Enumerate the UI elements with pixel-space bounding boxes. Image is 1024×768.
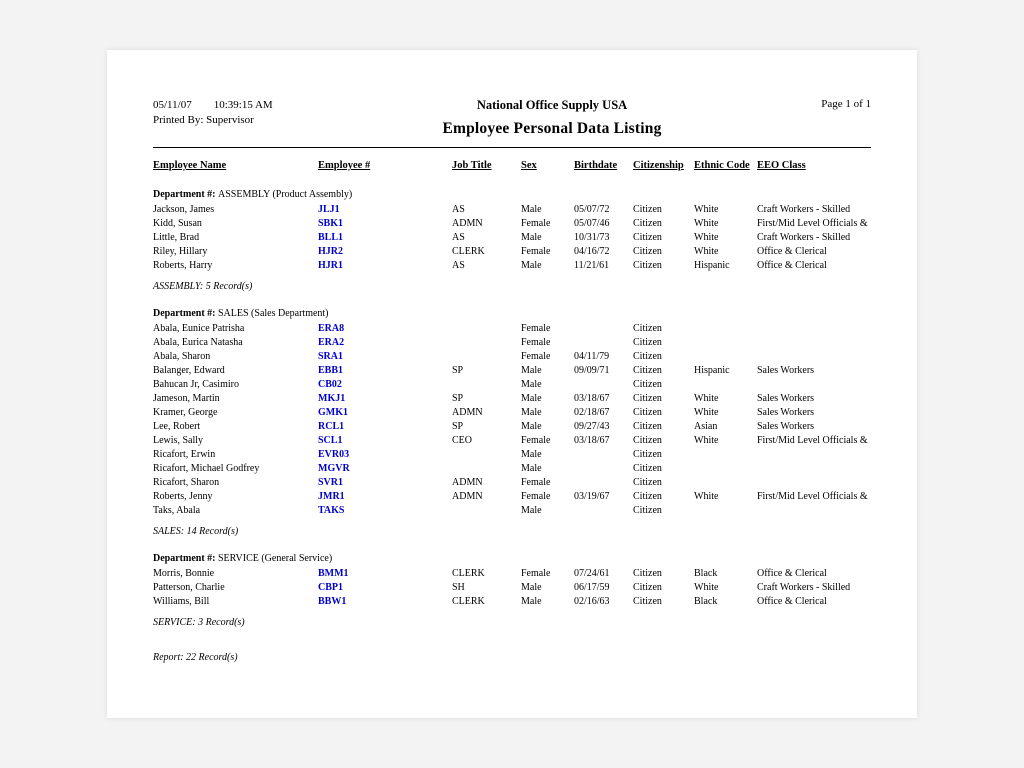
column-header bbox=[521, 159, 574, 173]
table-row bbox=[153, 364, 871, 378]
department-footer: SERVICE: 3 Record(s) bbox=[153, 617, 245, 628]
employee-number-link[interactable]: RCL1 bbox=[318, 421, 345, 432]
employee-number-link[interactable]: SVR1 bbox=[318, 477, 344, 488]
cell-ethnic-code bbox=[694, 462, 757, 476]
employee-number-link[interactable]: BLL1 bbox=[318, 232, 344, 243]
cell-birthdate bbox=[574, 504, 633, 518]
cell-ethnic-code: White bbox=[694, 246, 719, 257]
date-time-line bbox=[153, 98, 353, 113]
table-row bbox=[153, 406, 871, 420]
cell-birthdate: 11/21/61 bbox=[574, 260, 610, 271]
cell-citizenship: Citizen bbox=[633, 463, 662, 474]
cell-sex: Male bbox=[521, 204, 542, 215]
table-row bbox=[153, 336, 871, 350]
cell-ethnic-code: Asian bbox=[694, 421, 718, 432]
employee-number-link[interactable]: MKJ1 bbox=[318, 393, 346, 404]
cell-birthdate: 03/18/67 bbox=[574, 435, 610, 446]
cell-sex: Female bbox=[521, 337, 551, 348]
column-header bbox=[318, 159, 452, 173]
cell-eeo-class: Craft Workers - Skilled bbox=[757, 232, 851, 243]
cell-citizenship: Citizen bbox=[633, 491, 662, 502]
cell-birthdate: 02/18/67 bbox=[574, 407, 610, 418]
column-header-label: Job Title bbox=[452, 160, 492, 171]
employee-number-link[interactable]: MGVR bbox=[318, 463, 350, 474]
cell-sex: Male bbox=[521, 232, 542, 243]
cell-eeo-class: Sales Workers bbox=[757, 421, 815, 432]
cell-birthdate bbox=[574, 448, 633, 462]
report-date: 05/11/07 bbox=[153, 99, 192, 111]
cell-job-title: SP bbox=[452, 393, 464, 404]
cell-eeo-class bbox=[757, 504, 871, 518]
cell-eeo-class: First/Mid Level Officials & bbox=[757, 218, 868, 229]
cell-eeo-class bbox=[757, 322, 871, 336]
cell-eeo-class bbox=[757, 476, 871, 490]
column-header-label: Sex bbox=[521, 160, 537, 171]
cell-job-title: CLERK bbox=[452, 246, 485, 257]
table-row bbox=[153, 434, 871, 448]
cell-name: Riley, Hillary bbox=[153, 246, 208, 257]
employee-number-link[interactable]: EBB1 bbox=[318, 365, 344, 376]
report-title: Employee Personal Data Listing bbox=[442, 120, 662, 137]
employee-number-link[interactable]: SRA1 bbox=[318, 351, 344, 362]
employee-number-link[interactable]: HJR2 bbox=[318, 246, 343, 257]
cell-job-title: ADMN bbox=[452, 218, 483, 229]
cell-sex: Male bbox=[521, 393, 542, 404]
header-left bbox=[153, 98, 353, 128]
cell-sex: Male bbox=[521, 449, 542, 460]
cell-birthdate bbox=[574, 322, 633, 336]
cell-ethnic-code: White bbox=[694, 435, 719, 446]
column-header-label: Employee Name bbox=[153, 160, 227, 171]
cell-citizenship: Citizen bbox=[633, 477, 662, 488]
cell-eeo-class bbox=[757, 350, 871, 364]
employee-number-link[interactable]: HJR1 bbox=[318, 260, 343, 271]
cell-ethnic-code bbox=[694, 476, 757, 490]
cell-birthdate: 04/16/72 bbox=[574, 246, 610, 257]
cell-birthdate: 03/19/67 bbox=[574, 491, 610, 502]
cell-name: Taks, Abala bbox=[153, 505, 201, 516]
employee-number-link[interactable]: JLJ1 bbox=[318, 204, 340, 215]
cell-name: Abala, Eurica Natasha bbox=[153, 337, 243, 348]
employee-number-link[interactable]: GMK1 bbox=[318, 407, 348, 418]
column-header-label: Ethnic Code bbox=[694, 160, 750, 171]
cell-ethnic-code bbox=[694, 350, 757, 364]
cell-eeo-class bbox=[757, 378, 871, 392]
cell-citizenship: Citizen bbox=[633, 449, 662, 460]
cell-ethnic-code bbox=[694, 322, 757, 336]
cell-citizenship: Citizen bbox=[633, 323, 662, 334]
department-header bbox=[153, 552, 871, 565]
cell-eeo-class: Craft Workers - Skilled bbox=[757, 204, 851, 215]
cell-birthdate: 04/11/79 bbox=[574, 351, 610, 362]
cell-sex: Male bbox=[521, 505, 542, 516]
cell-job-title: AS bbox=[452, 204, 465, 215]
cell-ethnic-code: Black bbox=[694, 568, 718, 579]
cell-job-title bbox=[452, 504, 521, 518]
column-header bbox=[757, 159, 871, 173]
cell-sex: Female bbox=[521, 568, 551, 579]
employee-number-link[interactable]: CB02 bbox=[318, 379, 342, 390]
cell-name: Ricafort, Sharon bbox=[153, 477, 220, 488]
cell-birthdate bbox=[574, 378, 633, 392]
cell-eeo-class: First/Mid Level Officials & bbox=[757, 435, 868, 446]
cell-job-title bbox=[452, 448, 521, 462]
cell-name: Balanger, Edward bbox=[153, 365, 225, 376]
cell-eeo-class bbox=[757, 462, 871, 476]
cell-birthdate: 05/07/72 bbox=[574, 204, 610, 215]
cell-job-title: CLERK bbox=[452, 568, 485, 579]
department-name: SERVICE (General Service) bbox=[217, 553, 333, 564]
cell-name: Jackson, James bbox=[153, 204, 215, 215]
cell-sex: Male bbox=[521, 379, 542, 390]
column-header bbox=[153, 159, 318, 173]
employee-number-link[interactable]: ERA8 bbox=[318, 323, 345, 334]
table-row bbox=[153, 567, 871, 581]
table-row bbox=[153, 322, 871, 336]
cell-job-title: SP bbox=[452, 365, 464, 376]
cell-name: Lee, Robert bbox=[153, 421, 201, 432]
cell-job-title bbox=[452, 462, 521, 476]
cell-birthdate bbox=[574, 476, 633, 490]
cell-name: Ricafort, Michael Godfrey bbox=[153, 463, 260, 474]
report-body bbox=[153, 188, 871, 628]
cell-citizenship: Citizen bbox=[633, 505, 662, 516]
cell-eeo-class: Office & Clerical bbox=[757, 260, 827, 271]
cell-name: Roberts, Harry bbox=[153, 260, 213, 271]
cell-birthdate: 02/16/63 bbox=[574, 596, 610, 607]
cell-sex: Female bbox=[521, 491, 551, 502]
cell-name: Abala, Sharon bbox=[153, 351, 211, 362]
cell-ethnic-code: Hispanic bbox=[694, 260, 730, 271]
cell-name: Roberts, Jenny bbox=[153, 491, 213, 502]
cell-job-title bbox=[452, 350, 521, 364]
employee-number-link[interactable]: ERA2 bbox=[318, 337, 345, 348]
cell-sex: Male bbox=[521, 463, 542, 474]
cell-sex: Female bbox=[521, 351, 551, 362]
cell-eeo-class: Office & Clerical bbox=[757, 246, 827, 257]
department-label: Department #: bbox=[153, 308, 216, 319]
table-row bbox=[153, 581, 871, 595]
table-row bbox=[153, 392, 871, 406]
cell-citizenship: Citizen bbox=[633, 568, 662, 579]
cell-birthdate: 06/17/59 bbox=[574, 582, 610, 593]
cell-job-title: AS bbox=[452, 260, 465, 271]
cell-name: Kramer, George bbox=[153, 407, 218, 418]
cell-name: Patterson, Charlie bbox=[153, 582, 225, 593]
employee-number-link[interactable]: JMR1 bbox=[318, 491, 345, 502]
table-row bbox=[153, 231, 871, 245]
cell-ethnic-code: White bbox=[694, 393, 719, 404]
cell-citizenship: Citizen bbox=[633, 582, 662, 593]
table-row bbox=[153, 378, 871, 392]
cell-sex: Male bbox=[521, 365, 542, 376]
cell-sex: Male bbox=[521, 582, 542, 593]
column-header-label: Citizenship bbox=[633, 160, 684, 171]
cell-birthdate bbox=[574, 462, 633, 476]
department-name: ASSEMBLY (Product Assembly) bbox=[217, 189, 353, 200]
cell-citizenship: Citizen bbox=[633, 596, 662, 607]
table-row bbox=[153, 595, 871, 609]
column-header bbox=[452, 159, 521, 173]
cell-eeo-class: Craft Workers - Skilled bbox=[757, 582, 851, 593]
department-name: SALES (Sales Department) bbox=[217, 308, 329, 319]
table-row bbox=[153, 476, 871, 490]
cell-birthdate: 09/09/71 bbox=[574, 365, 610, 376]
cell-job-title: SP bbox=[452, 421, 464, 432]
cell-ethnic-code: White bbox=[694, 491, 719, 502]
cell-citizenship: Citizen bbox=[633, 218, 662, 229]
cell-sex: Male bbox=[521, 260, 542, 271]
cell-citizenship: Citizen bbox=[633, 351, 662, 362]
cell-citizenship: Citizen bbox=[633, 393, 662, 404]
report-page bbox=[107, 50, 917, 718]
cell-sex: Female bbox=[521, 218, 551, 229]
cell-job-title bbox=[452, 336, 521, 350]
report-total-footer: Report: 22 Record(s) bbox=[153, 652, 238, 663]
table-row bbox=[153, 259, 871, 273]
cell-citizenship: Citizen bbox=[633, 232, 662, 243]
employee-number-link[interactable]: EVR03 bbox=[318, 449, 350, 460]
employee-number-link[interactable]: SBK1 bbox=[318, 218, 344, 229]
table-row bbox=[153, 490, 871, 504]
cell-job-title: SH bbox=[452, 582, 465, 593]
cell-eeo-class bbox=[757, 336, 871, 350]
cell-job-title bbox=[452, 322, 521, 336]
cell-ethnic-code: White bbox=[694, 218, 719, 229]
cell-sex: Female bbox=[521, 323, 551, 334]
cell-citizenship: Citizen bbox=[633, 246, 662, 257]
cell-eeo-class: Office & Clerical bbox=[757, 568, 827, 579]
cell-name: Williams, Bill bbox=[153, 596, 210, 607]
column-header bbox=[694, 159, 757, 173]
employee-number-link[interactable]: CBP1 bbox=[318, 582, 343, 593]
cell-citizenship: Citizen bbox=[633, 421, 662, 432]
table-row bbox=[153, 203, 871, 217]
cell-sex: Female bbox=[521, 246, 551, 257]
cell-ethnic-code: Hispanic bbox=[694, 365, 730, 376]
cell-name: Kidd, Susan bbox=[153, 218, 202, 229]
table-row bbox=[153, 504, 871, 518]
department-footer: ASSEMBLY: 5 Record(s) bbox=[153, 281, 253, 292]
cell-eeo-class: Sales Workers bbox=[757, 365, 815, 376]
column-header-label: EEO Class bbox=[757, 160, 806, 171]
cell-citizenship: Citizen bbox=[633, 407, 662, 418]
cell-eeo-class: First/Mid Level Officials & bbox=[757, 491, 868, 502]
cell-name: Morris, Bonnie bbox=[153, 568, 215, 579]
cell-birthdate: 07/24/61 bbox=[574, 568, 610, 579]
employee-number-link[interactable]: SCL1 bbox=[318, 435, 343, 446]
cell-ethnic-code: White bbox=[694, 407, 719, 418]
department-header bbox=[153, 307, 871, 320]
report-header bbox=[153, 98, 871, 138]
cell-eeo-class: Sales Workers bbox=[757, 407, 815, 418]
department-header bbox=[153, 188, 871, 201]
cell-sex: Male bbox=[521, 596, 542, 607]
cell-ethnic-code: White bbox=[694, 204, 719, 215]
cell-citizenship: Citizen bbox=[633, 260, 662, 271]
cell-birthdate: 09/27/43 bbox=[574, 421, 610, 432]
cell-birthdate: 10/31/73 bbox=[574, 232, 610, 243]
cell-name: Ricafort, Erwin bbox=[153, 449, 216, 460]
column-header bbox=[633, 159, 694, 173]
cell-ethnic-code bbox=[694, 504, 757, 518]
column-headers bbox=[153, 159, 871, 173]
department-section bbox=[153, 188, 871, 292]
department-label: Department #: bbox=[153, 553, 216, 564]
cell-ethnic-code: Black bbox=[694, 596, 718, 607]
department-footer: SALES: 14 Record(s) bbox=[153, 526, 239, 537]
cell-eeo-class: Office & Clerical bbox=[757, 596, 827, 607]
cell-job-title bbox=[452, 378, 521, 392]
cell-job-title: ADMN bbox=[452, 477, 483, 488]
employee-number-link[interactable]: TAKS bbox=[318, 505, 345, 516]
cell-sex: Female bbox=[521, 477, 551, 488]
table-row bbox=[153, 217, 871, 231]
employee-number-link[interactable]: BBW1 bbox=[318, 596, 347, 607]
cell-citizenship: Citizen bbox=[633, 337, 662, 348]
page-number: Page 1 of 1 bbox=[821, 98, 871, 110]
report-time: 10:39:15 AM bbox=[213, 99, 273, 111]
cell-citizenship: Citizen bbox=[633, 435, 662, 446]
cell-sex: Male bbox=[521, 421, 542, 432]
cell-sex: Male bbox=[521, 407, 542, 418]
column-header bbox=[574, 159, 633, 173]
cell-citizenship: Citizen bbox=[633, 204, 662, 215]
cell-job-title: CEO bbox=[452, 435, 472, 446]
header-center bbox=[353, 98, 751, 138]
cell-eeo-class: Sales Workers bbox=[757, 393, 815, 404]
department-label: Department #: bbox=[153, 189, 216, 200]
cell-name: Little, Brad bbox=[153, 232, 200, 243]
cell-birthdate: 05/07/46 bbox=[574, 218, 610, 229]
cell-sex: Female bbox=[521, 435, 551, 446]
column-header-label: Employee # bbox=[318, 160, 371, 171]
table-row bbox=[153, 350, 871, 364]
cell-birthdate: 03/18/67 bbox=[574, 393, 610, 404]
table-row bbox=[153, 448, 871, 462]
column-header-label: Birthdate bbox=[574, 160, 618, 171]
cell-job-title: CLERK bbox=[452, 596, 485, 607]
company-name: National Office Supply USA bbox=[476, 98, 628, 112]
cell-name: Lewis, Sally bbox=[153, 435, 203, 446]
cell-citizenship: Citizen bbox=[633, 379, 662, 390]
cell-name: Jameson, Martin bbox=[153, 393, 220, 404]
cell-ethnic-code bbox=[694, 378, 757, 392]
cell-eeo-class bbox=[757, 448, 871, 462]
cell-birthdate bbox=[574, 336, 633, 350]
cell-ethnic-code bbox=[694, 448, 757, 462]
employee-number-link[interactable]: BMM1 bbox=[318, 568, 349, 579]
cell-job-title: ADMN bbox=[452, 491, 483, 502]
table-row bbox=[153, 462, 871, 476]
department-section bbox=[153, 552, 871, 628]
cell-citizenship: Citizen bbox=[633, 365, 662, 376]
cell-name: Abala, Eunice Patrisha bbox=[153, 323, 245, 334]
cell-name: Bahucan Jr, Casimiro bbox=[153, 379, 239, 390]
header-divider bbox=[153, 147, 871, 148]
cell-ethnic-code: White bbox=[694, 582, 719, 593]
cell-job-title: AS bbox=[452, 232, 465, 243]
table-row bbox=[153, 245, 871, 259]
table-row bbox=[153, 420, 871, 434]
cell-ethnic-code bbox=[694, 336, 757, 350]
department-section bbox=[153, 307, 871, 537]
cell-job-title: ADMN bbox=[452, 407, 483, 418]
printed-by: Printed By: Supervisor bbox=[153, 114, 254, 126]
cell-ethnic-code: White bbox=[694, 232, 719, 243]
